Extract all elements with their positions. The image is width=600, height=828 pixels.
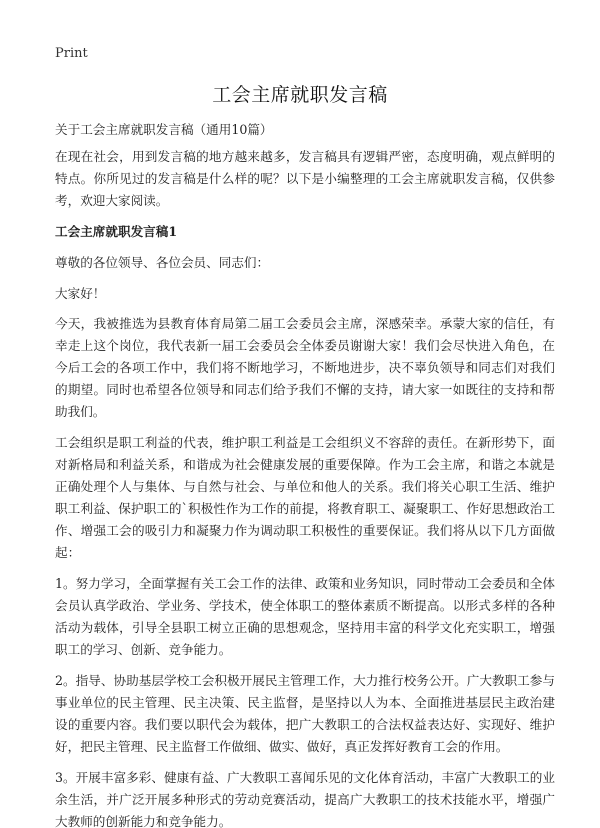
section-heading: 工会主席就职发言稿1 — [55, 224, 178, 239]
intro-paragraph: 在现在社会，用到发言稿的地方越来越多，发言稿具有逻辑严密，态度明确，观点鲜明的特点。你所见过的发言稿是什么样的呢？以下是小编整理的工会主席就职发言稿，仅供参考，欢迎大家阅读。 — [55, 149, 555, 208]
print-link[interactable]: Print — [55, 46, 88, 61]
document-body — [55, 119, 555, 828]
body-paragraph: 2。指导、协助基层学校工会积极开展民主管理工作，大力推行校务公开。广大教职工参与事业单位的民主管理、民主决策、民主监督，是坚持以人为本、全面推进基层民主政治建设的重要内容。我们要以职代会为载体，把广大教职工的合法权益表达好、实现好、维护好，把民主管理、民主监督工作做细、做实、做好，真正发挥好教育工会的作用。 — [55, 673, 555, 754]
document-subtitle: 关于工会主席就职发言稿（通用10篇） — [55, 122, 273, 137]
body-paragraph: 3。开展丰富多彩、健康有益、广大教职工喜闻乐见的文化体育活动，丰富广大教职工的业余生活，并广泛开展多种形式的劳动竞赛活动，提高广大教职工的技术技能水平，增强广大教师的创新能力和竞争能力。 — [55, 770, 555, 828]
page-title: 工会主席就职发言稿 — [212, 84, 388, 106]
greeting: 大家好！ — [55, 286, 106, 301]
body-paragraph: 今天，我被推选为县教育体育局第二届工会委员会主席，深感荣幸。承蒙大家的信任，有幸走上这个岗位，我代表新一届工会委员会全体委员谢谢大家！我们会尽快进入角色，在今后工会的各项工作中，我们将不断地学习，不断地进步，决不辜负领导和同志们对我们的期望。同时也希望各位领导和同志们给予我们不懈的支持，请大家一如既往的支持和帮助我们。 — [55, 316, 555, 419]
salutation: 尊敬的各位领导、各位会员、同志们： — [55, 255, 270, 270]
body-paragraph: 工会组织是职工利益的代表，维护职工利益是工会组织义不容辞的责任。在新形势下，面对新格局和利益关系，和谐成为社会健康发展的重要保障。作为工会主席，和谐之本就是正确处理个人与集体、与自然与社会、与单位和他人的关系。我们将关心职工生活、维护职工利益、保护职工的`积极性作为工作的前提，将教育职工、凝聚职工、作好思想政治工作、增强工会的吸引力和凝聚力作为调动职工积极性的重要保证。我们将从以下几方面做起： — [55, 435, 555, 560]
body-paragraph: 1。努力学习，全面掌握有关工会工作的法律、政策和业务知识，同时带动工会委员和全体会员认真学政治、学业务、学技术，使全体职工的整体素质不断提高。以形式多样的各种活动为载体，引导全县职工树立正确的思想观念，坚持用丰富的科学文化充实职工，增强职工的学习、创新、竞争能力。 — [55, 576, 555, 657]
